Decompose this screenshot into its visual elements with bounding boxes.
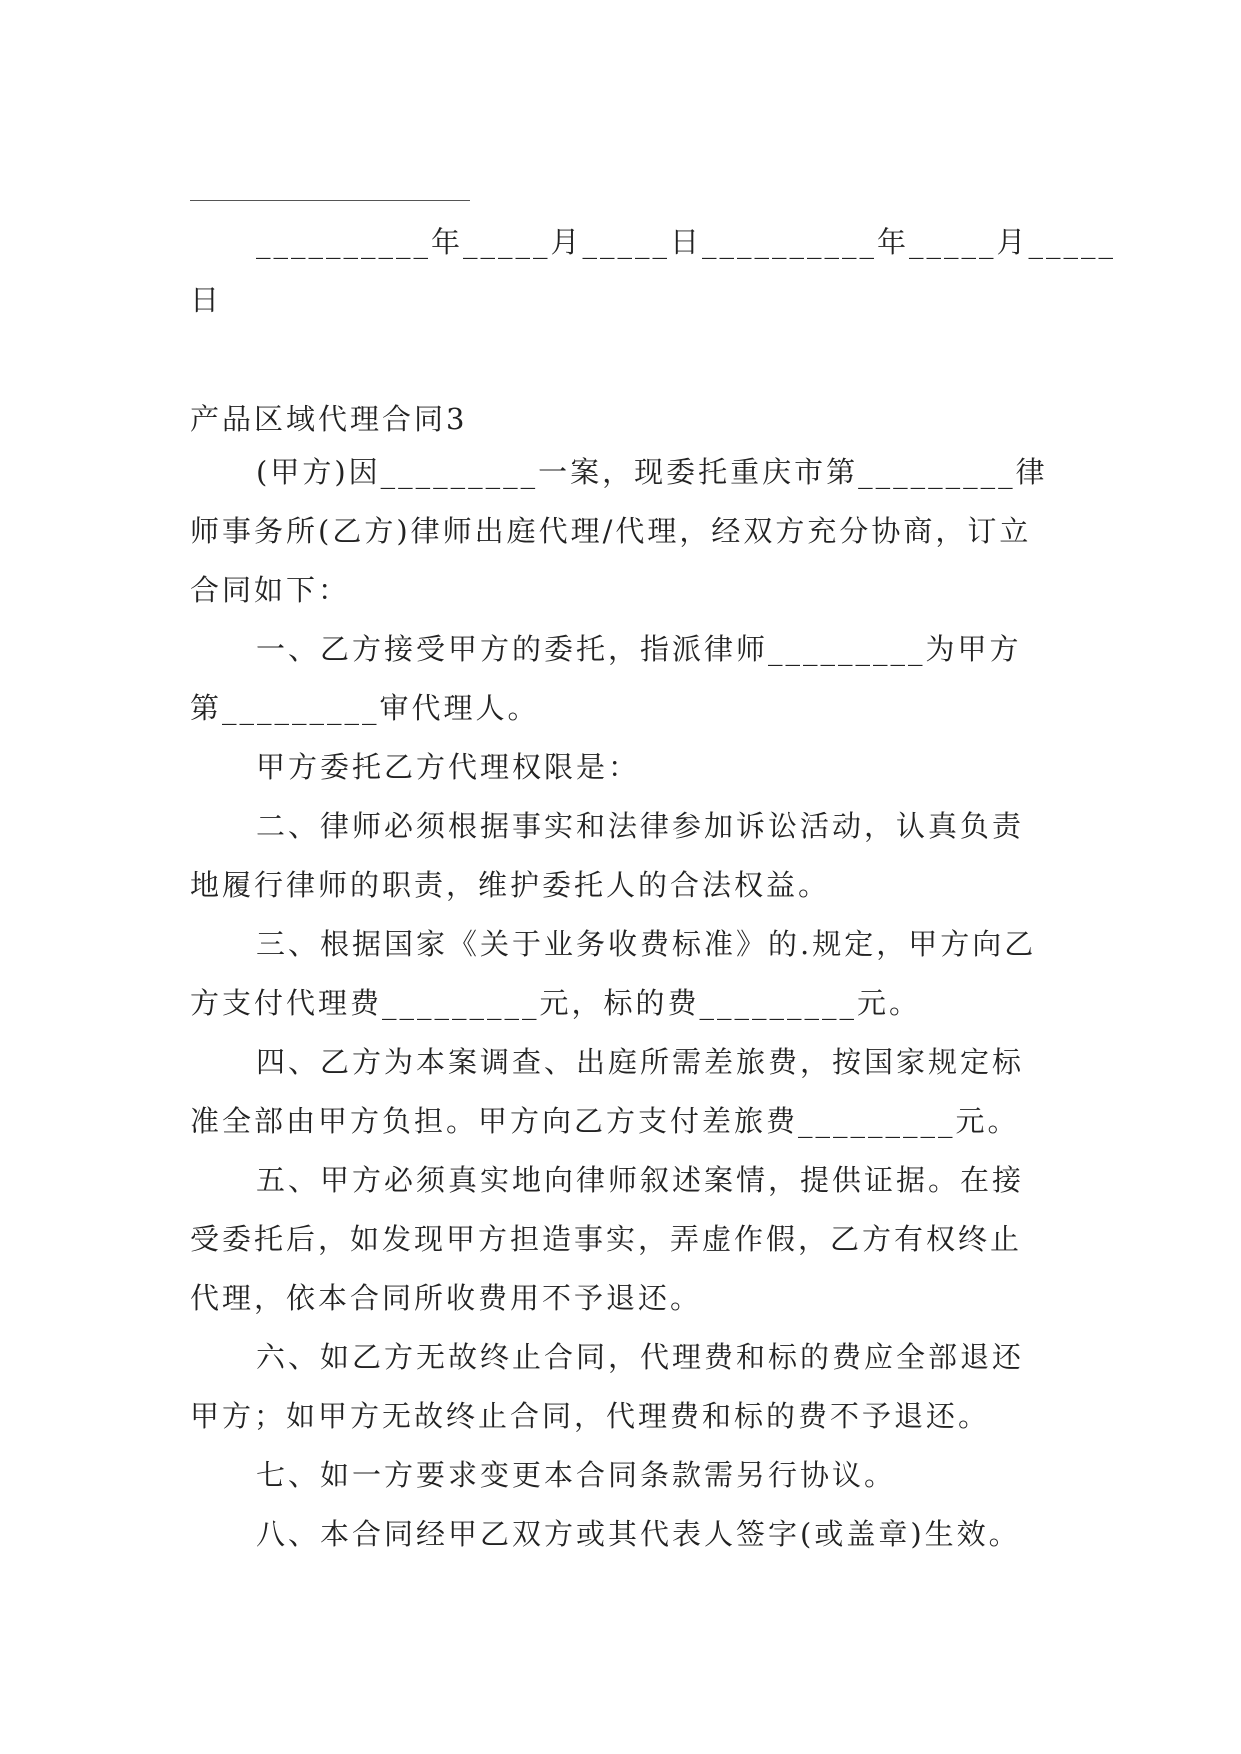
- paragraph-clause-4: 四、乙方为本案调查、出庭所需差旅费，按国家规定标准全部由甲方负担。甲方向乙方支付差旅费_________元。: [190, 1045, 1025, 1138]
- paragraph-authority: 甲方委托乙方代理权限是：: [256, 750, 641, 784]
- paragraph-clause-8: 八、本合同经甲乙双方或其代表人签字(或盖章)生效。: [256, 1517, 1021, 1551]
- contract-title: 产品区域代理合同3: [190, 402, 468, 436]
- paragraph-clause-5: 五、甲方必须真实地向律师叙述案情，提供证据。在接受委托后，如发现甲方担造事实，弄虚作假，乙方有权终止代理，依本合同所收费用不予退还。: [190, 1163, 1025, 1315]
- signature-date-line: __________年_____月_____日__________年_____月_____: [256, 225, 1117, 259]
- paragraph-intro: (甲方)因_________一案，现委托重庆市第_________律师事务所(乙方)律师出庭代理/代理，经双方充分协商，订立合同如下：: [190, 455, 1048, 607]
- paragraph-clause-2: 二、律师必须根据事实和法律参加诉讼活动，认真负责地履行律师的职责，维护委托人的合法权益。: [190, 809, 1025, 902]
- signature-date-line-end: 日: [190, 283, 223, 317]
- paragraph-clause-6: 六、如乙方无故终止合同，代理费和标的费应全部退还甲方；如甲方无故终止合同，代理费和标的费不予退还。: [190, 1340, 1025, 1433]
- signature-underline: [190, 200, 470, 201]
- paragraph-clause-3: 三、根据国家《关于业务收费标准》的.规定，甲方向乙方支付代理费_________元，标的费_________元。: [190, 927, 1037, 1020]
- paragraph-clause-1: 一、乙方接受甲方的委托，指派律师_________为甲方第_________审代理人。: [190, 632, 1022, 725]
- paragraph-clause-7: 七、如一方要求变更本合同条款需另行协议。: [256, 1458, 897, 1492]
